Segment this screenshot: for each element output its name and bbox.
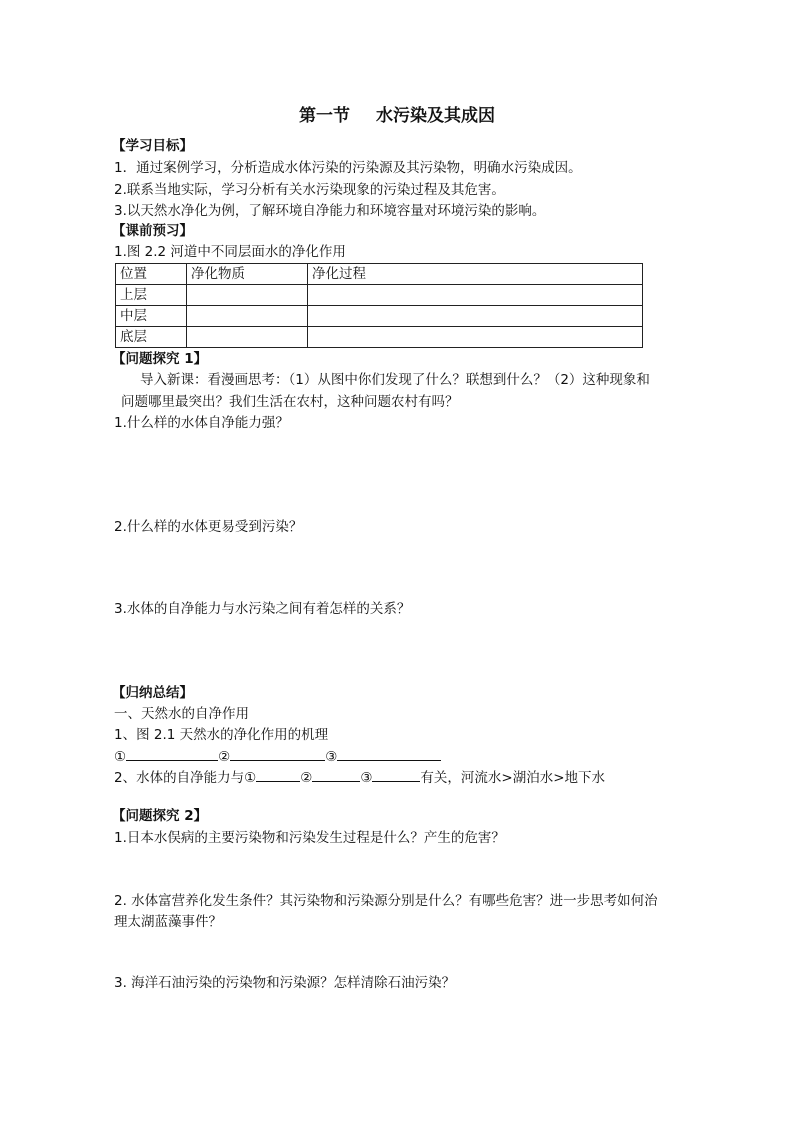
summary-item-suffix: 有关，河流水>湖泊水>地下水 — [420, 770, 606, 786]
fill-blank-line-1 — [114, 746, 441, 767]
inquiry1-question: 2.什么样的水体更易受到污染？ — [114, 519, 303, 535]
inquiry2-question: 理太湖蓝藻事件？ — [114, 914, 222, 930]
objective-item: 1．通过案例学习，分析造成水体污染的污染源及其污染物，明确水污染成因。 — [114, 160, 582, 176]
objective-item: 3.以天然水净化为例，了解环境自净能力和环境容量对环境污染的影响。 — [114, 203, 546, 219]
preview-heading: 【课前预习】 — [112, 223, 193, 239]
blank-marker: ① — [244, 770, 257, 786]
blank-marker: ② — [300, 770, 313, 786]
answer-blank[interactable] — [312, 767, 360, 782]
title-topic: 水污染及其成因 — [376, 106, 495, 126]
table-cell-blank[interactable] — [187, 306, 308, 327]
title-section: 第一节 — [299, 106, 350, 126]
fill-blank-line-2 — [114, 767, 605, 788]
inquiry2-heading: 【问题探究 2】 — [112, 808, 208, 824]
table-cell-position: 底层 — [116, 327, 187, 348]
table-cell-blank[interactable] — [308, 285, 643, 306]
summary-subheading: 一、天然水的自净作用 — [114, 706, 249, 722]
objectives-heading: 【学习目标】 — [112, 138, 193, 154]
table-header: 净化物质 — [187, 264, 308, 285]
blank-marker: ③ — [360, 770, 373, 786]
blank-marker: ③ — [325, 749, 338, 765]
inquiry1-intro: 问题哪里最突出？我们生活在农村，这种问题农村有吗？ — [121, 394, 459, 410]
inquiry2-question: 2. 水体富营养化发生条件？其污染物和污染源分别是什么？有哪些危害？进一步思考如何治 — [114, 893, 658, 909]
table-row — [116, 306, 643, 327]
answer-blank[interactable] — [372, 767, 420, 782]
inquiry1-intro: 导入新课：看漫画思考：（1）从图中你们发现了什么？联想到什么？（2）这种现象和 — [140, 372, 650, 388]
table-row — [116, 327, 643, 348]
blank-marker: ② — [218, 749, 231, 765]
page-title — [0, 106, 794, 126]
table-cell-blank[interactable] — [187, 327, 308, 348]
table-cell-position: 中层 — [116, 306, 187, 327]
purification-table — [115, 263, 643, 348]
table-cell-position: 上层 — [116, 285, 187, 306]
table-header-row — [116, 264, 643, 285]
inquiry2-question: 1.日本水俣病的主要污染物和污染发生过程是什么？产生的危害？ — [114, 830, 505, 846]
inquiry2-question: 3. 海洋石油污染的污染物和污染源？怎样清除石油污染？ — [114, 975, 456, 991]
table-cell-blank[interactable] — [308, 306, 643, 327]
table-cell-blank[interactable] — [187, 285, 308, 306]
table-row — [116, 285, 643, 306]
answer-blank[interactable] — [337, 746, 441, 761]
summary-item-prefix: 2、水体的自净能力与 — [114, 770, 245, 786]
table-cell-blank[interactable] — [308, 327, 643, 348]
blank-marker: ① — [114, 749, 127, 765]
inquiry1-question: 1.什么样的水体自净能力强？ — [114, 415, 289, 431]
table-header: 净化过程 — [308, 264, 643, 285]
inquiry1-heading: 【问题探究 1】 — [112, 351, 208, 367]
summary-item: 1、图 2.1 天然水的净化作用的机理 — [114, 727, 329, 743]
summary-heading: 【归纳总结】 — [112, 685, 193, 701]
preview-question: 1.图 2.2 河道中不同层面水的净化作用 — [114, 244, 346, 260]
table-header: 位置 — [116, 264, 187, 285]
answer-blank[interactable] — [256, 767, 300, 782]
answer-blank[interactable] — [230, 746, 325, 761]
inquiry1-question: 3.水体的自净能力与水污染之间有着怎样的关系？ — [114, 601, 411, 617]
answer-blank[interactable] — [126, 746, 218, 761]
objective-item: 2.联系当地实际，学习分析有关水污染现象的污染过程及其危害。 — [114, 182, 505, 198]
